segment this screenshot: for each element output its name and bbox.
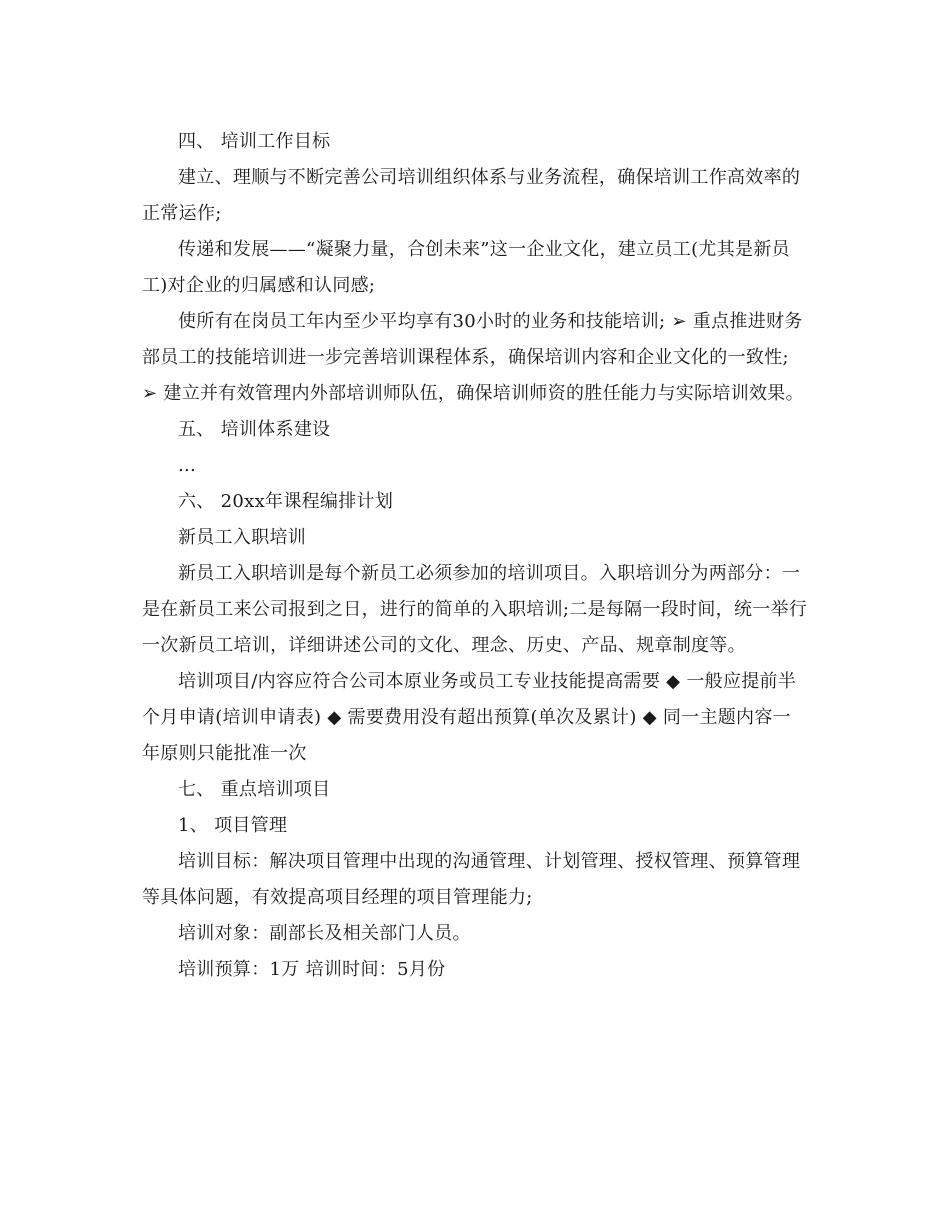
paragraph: 培训项目/内容应符合公司本原业务或员工专业技能提高需要 ◆ 一般应提前半个月申请(培训申请表) ◆ 需要费用没有超出预算(单次及累计) ◆ 同一主题内容一年原则只能批准一次 [142,671,797,764]
subheading-new-employee-training: 新员工入职培训 [178,527,307,548]
paragraph: 建立、理顺与不断完善公司培训组织体系与业务流程，确保培训工作高效率的正常运作; [142,167,801,224]
paragraph: 培训对象：副部长及相关部门人员。 [178,923,471,944]
section-heading-6: 六、 20xx年课程编排计划 [178,491,394,512]
section-heading-5: 五、 培训体系建设 [178,419,331,440]
section-heading-4: 四、 培训工作目标 [178,131,331,152]
paragraph: 培训预算：1万 培训时间：5月份 [178,959,446,980]
document-body [142,124,808,988]
section-heading-7: 七、 重点培训项目 [178,779,331,800]
ellipsis-line: ... [178,455,197,476]
paragraph: 传递和发展——“凝聚力量，合创未来”这一企业文化，建立员工(尤其是新员工)对企业的归属感和认同感; [142,239,790,296]
paragraph: 新员工入职培训是每个新员工必须参加的培训项目。入职培训分为两部分：一是在新员工来公司报到之日，进行的简单的入职培训;二是每隔一段时间，统一举行一次新员工培训，详细讲述公司的文化、理念、历史、产品、规章制度等。 [142,563,808,656]
paragraph: 培训目标：解决项目管理中出现的沟通管理、计划管理、授权管理、预算管理等具体问题，有效提高项目经理的项目管理能力; [142,851,801,908]
paragraph: 使所有在岗员工年内至少平均享有30小时的业务和技能培训; ➢ 重点推进财务部员工的技能培训进一步完善培训课程体系，确保培训内容和企业文化的一致性; ➢ 建立并有效管理内外部培训师队伍，确保培训师资的胜任能力与实际培训效果。 [142,311,804,404]
subheading-project-management: 1、 项目管理 [178,815,288,836]
